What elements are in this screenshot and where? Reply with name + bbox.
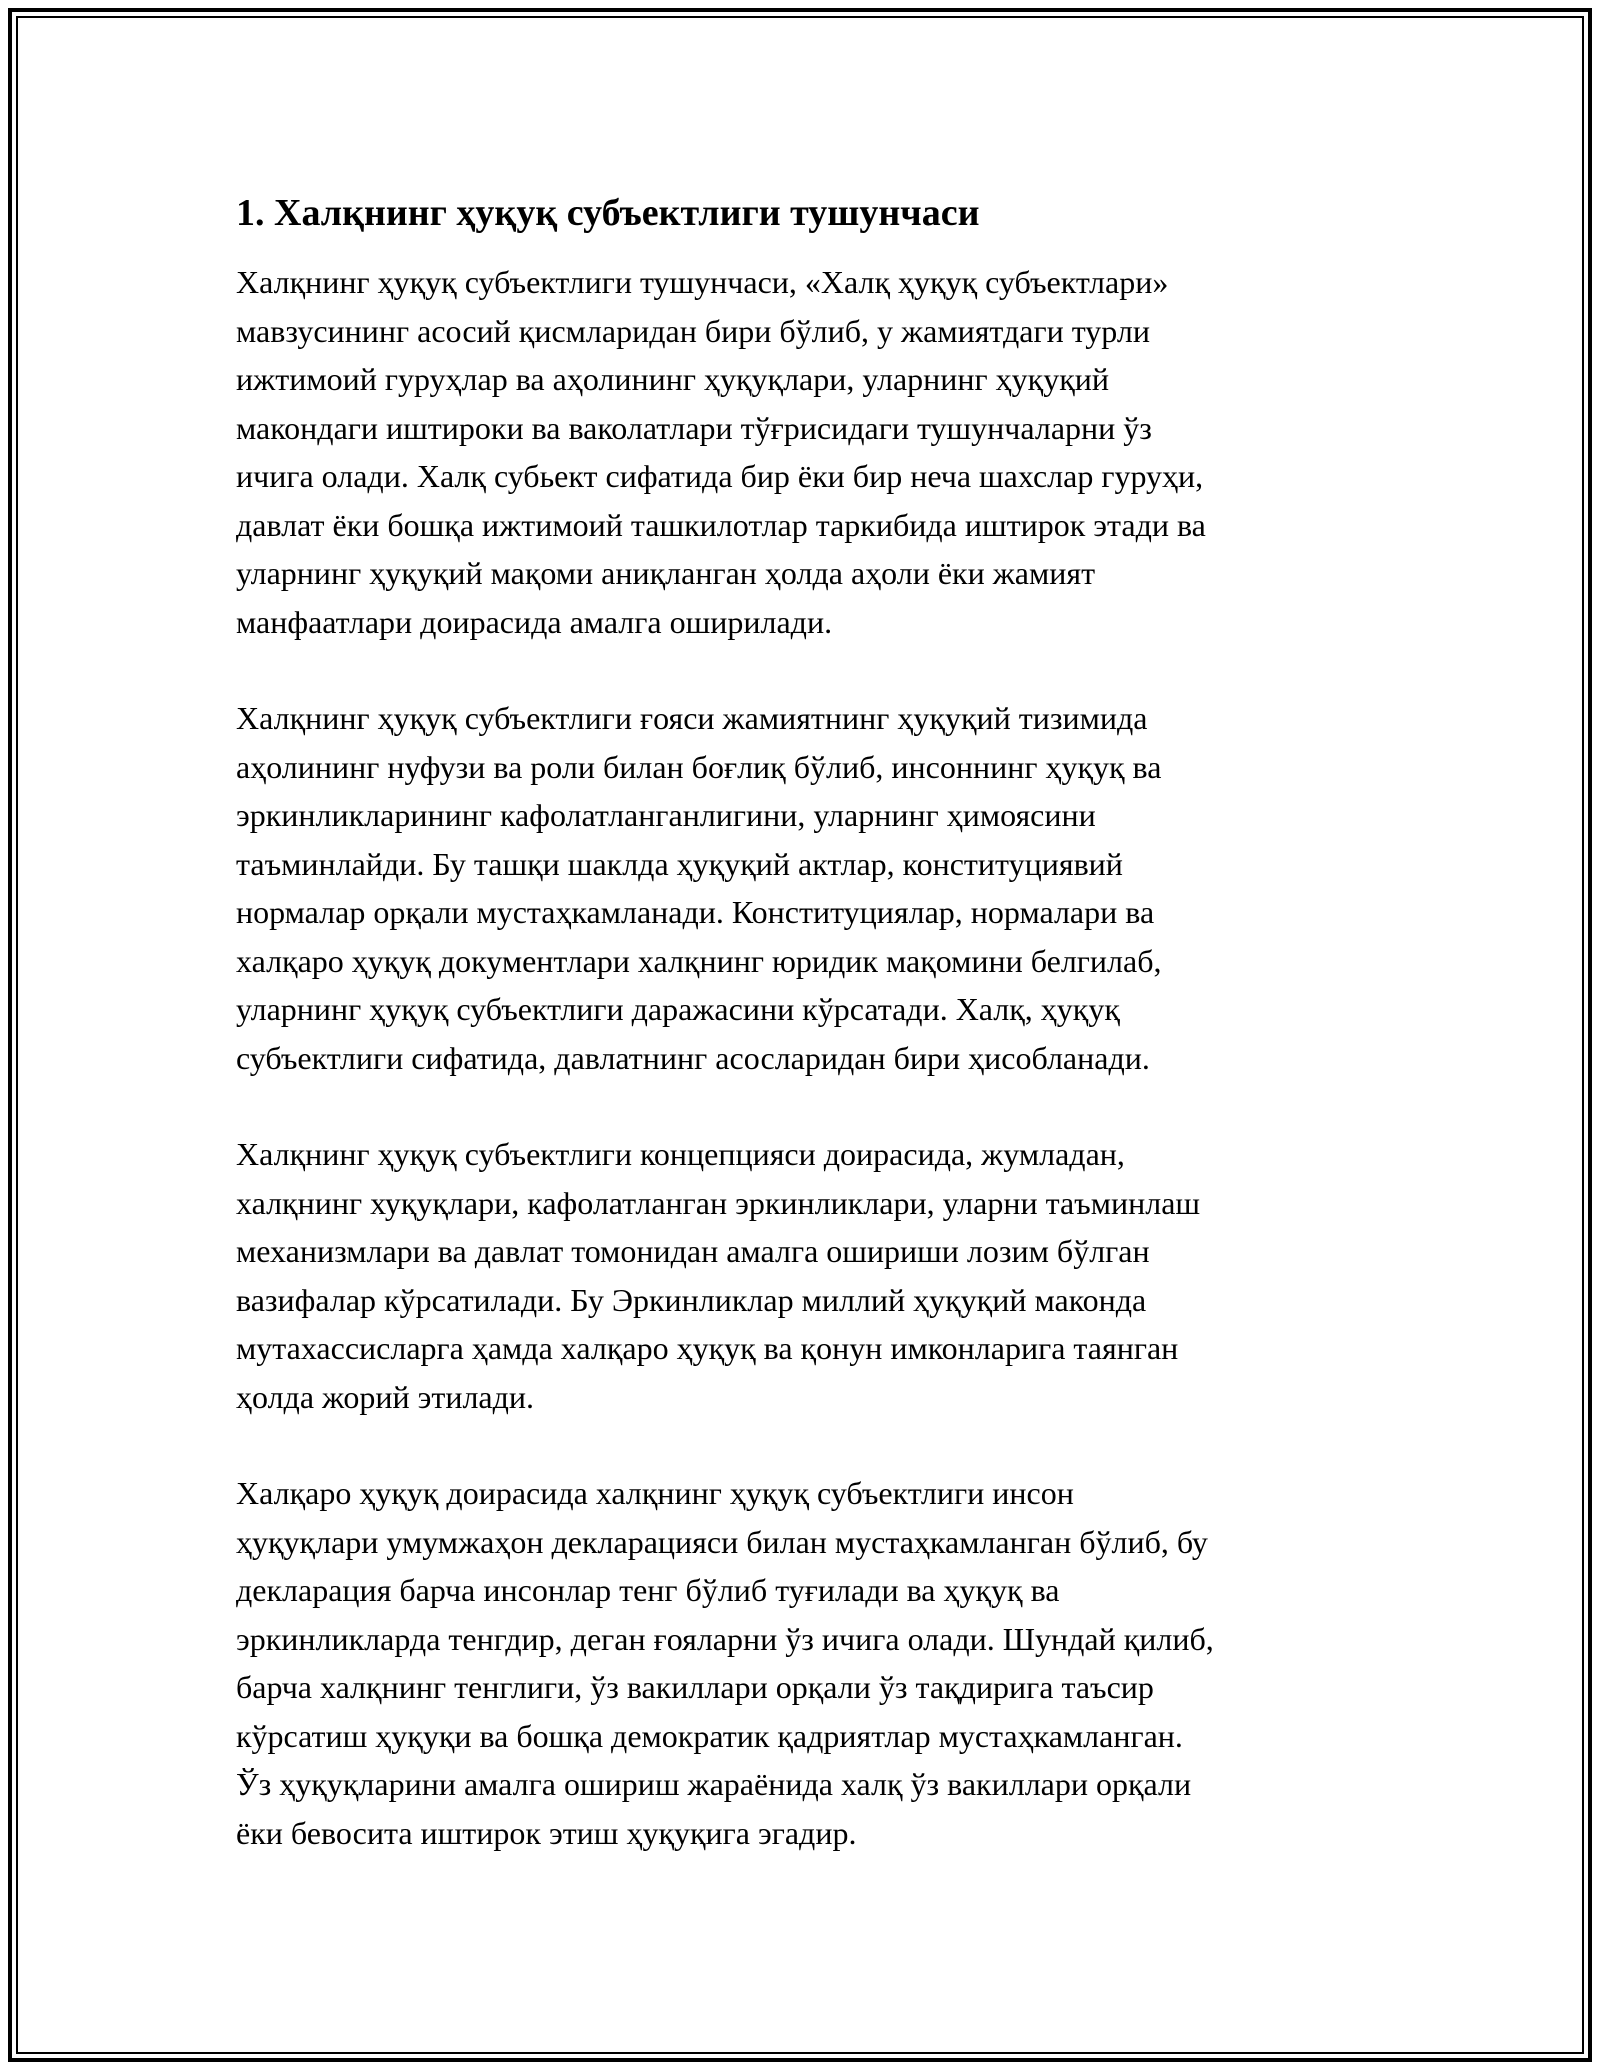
section-heading: 1. Халқнинг ҳуқуқ субъектлиги тушунчаси <box>236 192 980 234</box>
paragraph-4: Халқаро ҳуқуқ доирасида халқнинг ҳуқуқ субъектлиги инсон ҳуқуқлари умумжаҳон декларацияси билан мустаҳкамланган бўлиб, бу декларация барча инсонлар тенг бўлиб туғилади ва ҳуқуқ ва эркинликларда тенгдир, деган ғояларни ўз ичига олади. Шундай қилиб, барча халқнинг тенглиги, ўз вакиллари орқали ўз тақдирига таъсир кўрсатиш ҳуқуқи ва бошқа демократик қадриятлар мустаҳкамланган. Ўз ҳуқуқларини амалга ошириш жараёнида халқ ўз вакиллари орқали ёки бевосита иштирок этиш ҳуқуқига эгадир. <box>236 1475 1214 1851</box>
document-body <box>236 188 1366 1857</box>
paragraph-2: Халқнинг ҳуқуқ субъектлиги ғояси жамиятнинг ҳуқуқий тизимида аҳолининг нуфузи ва роли билан боғлиқ бўлиб, инсоннинг ҳуқуқ ва эркинликларининг кафолатланганлигини, уларнинг ҳимоясини таъминлайди. Бу ташқи шаклда ҳуқуқий актлар, конституциявий нормалар орқали мустаҳкамланади. Конституциялар, нормалари ва халқаро ҳуқуқ документлари халқнинг юридик мақомини белгилаб, уларнинг ҳуқуқ субъектлиги даражасини кўрсатади. Халқ, ҳуқуқ субъектлиги сифатида, давлатнинг асосларидан бири ҳисобланади. <box>236 700 1162 1076</box>
paragraph-1: Халқнинг ҳуқуқ субъектлиги тушунчаси, «Халқ ҳуқуқ субъектлари» мавзусининг асосий қисмларидан бири бўлиб, у жамиятдаги турли ижтимоий гуруҳлар ва аҳолининг ҳуқуқлари, уларнинг ҳуқуқий макондаги иштироки ва ваколатлари тўғрисидаги тушунчаларни ўз ичига олади. Халқ субьект сифатида бир ёки бир неча шахслар гуруҳи, давлат ёки бошқа ижтимоий ташкилотлар таркибида иштирок этади ва уларнинг ҳуқуқий мақоми аниқланган ҳолда аҳоли ёки жамият манфаатлари доирасида амалга оширилади. <box>236 264 1206 640</box>
paragraph-3: Халқнинг ҳуқуқ субъектлиги концепцияси доирасида, жумладан, халқнинг хуқуқлари, кафолатланган эркинликлари, уларни таъминлаш механизмлари ва давлат томонидан амалга ошириши лозим бўлган вазифалар кўрсатилади. Бу Эркинликлар миллий ҳуқуқий маконда мутахассисларга ҳамда халқаро ҳуқуқ ва қонун имконларига таянган ҳолда жорий этилади. <box>236 1136 1201 1415</box>
